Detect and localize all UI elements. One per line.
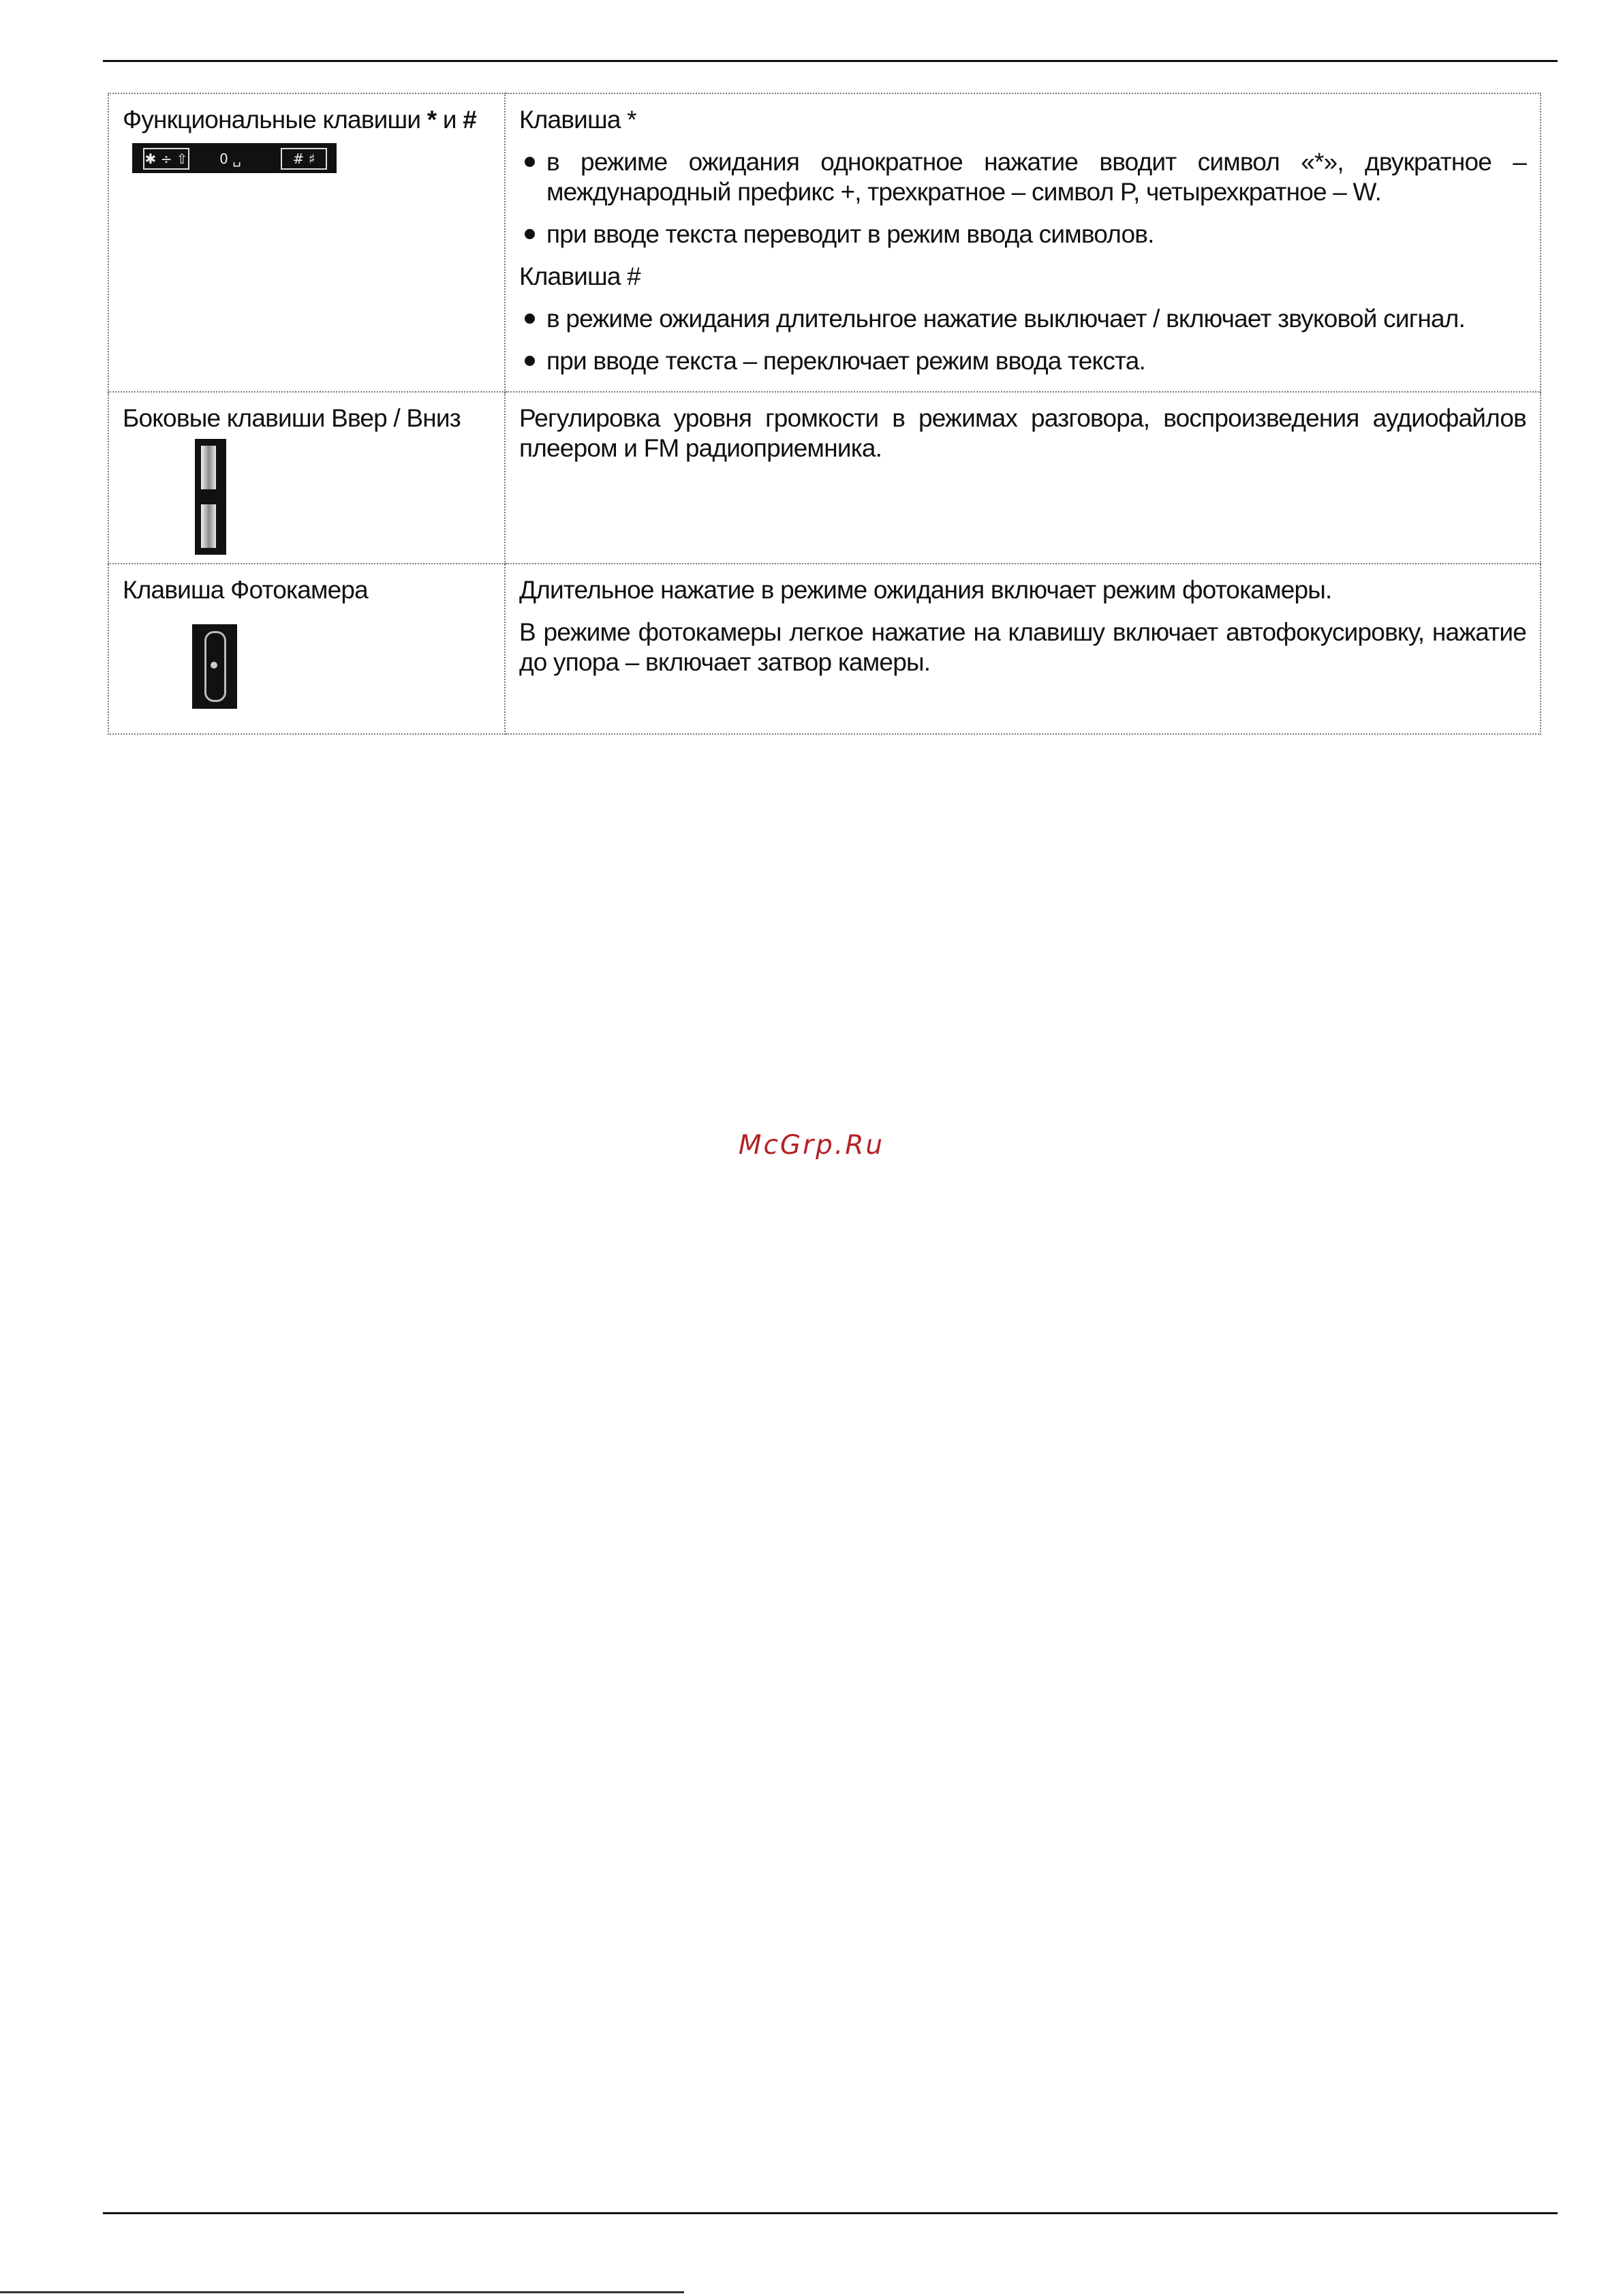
star-zero-hash-keys-image xyxy=(132,143,337,173)
header-rule xyxy=(103,60,1558,62)
camera-key-image xyxy=(192,624,237,709)
list-item: в режиме ожидания длительнгое нажатие выключает / включает звуковой сигнал. xyxy=(519,304,1526,334)
hash-key-list xyxy=(519,304,1526,376)
page-edge-rule xyxy=(0,2291,684,2293)
key-name-cell xyxy=(108,392,505,564)
list-item: в режиме ожидания однократное нажатие вводит символ «*», двукратное – международный префикс +, трехкратное – символ P, четырехкратное – W. xyxy=(519,147,1526,207)
key-description-cell xyxy=(505,392,1541,564)
camera-key-label: Клавиша Фотокамера xyxy=(123,576,368,604)
function-keys-label: Функциональные клавиши * и # xyxy=(123,106,477,134)
key-name-cell xyxy=(108,93,505,392)
bullet-icon xyxy=(525,157,535,167)
footer-rule xyxy=(103,2212,1558,2214)
bullet-icon xyxy=(525,313,535,324)
camera-key-description-2: В режиме фотокамеры легкое нажатие на клавишу включает автофокусировку, нажатие до упора – включает затвор камеры. xyxy=(519,618,1526,676)
hash-key-icon: # ♯ xyxy=(281,148,327,170)
star-key-list xyxy=(519,147,1526,249)
volume-down-key-icon xyxy=(201,504,216,548)
list-item: при вводе текста – переключает режим ввода текста. xyxy=(519,346,1526,376)
bullet-icon xyxy=(525,356,535,366)
camera-key-description-1: Длительное нажатие в режиме ожидания включает режим фотокамеры. xyxy=(519,576,1332,604)
key-description-cell xyxy=(505,564,1541,734)
table-row xyxy=(108,564,1541,734)
list-item: при вводе текста переводит в режим ввода символов. xyxy=(519,219,1526,249)
volume-up-key-icon xyxy=(201,446,216,489)
bullet-icon xyxy=(525,229,535,239)
star-key-heading: Клавиша * xyxy=(519,106,636,134)
camera-key-dot-icon xyxy=(211,662,217,669)
side-keys-label: Боковые клавиши Ввер / Вниз xyxy=(123,404,461,432)
hash-key-heading: Клавиша # xyxy=(519,262,640,290)
keys-description-table xyxy=(108,93,1541,735)
key-name-cell xyxy=(108,564,505,734)
zero-key-icon: 0 ␣ xyxy=(219,151,241,167)
side-keys-description: Регулировка уровня громкости в режимах разговора, воспроизведения аудиофайлов плеером и FM радиоприемника. xyxy=(519,404,1526,462)
side-volume-keys-image xyxy=(195,439,226,555)
watermark: McGrp.Ru xyxy=(738,1130,885,1161)
key-description-cell xyxy=(505,93,1541,392)
star-key-icon: ✱ ÷ ⇧ xyxy=(143,148,189,170)
table-row xyxy=(108,93,1541,392)
table-row xyxy=(108,392,1541,564)
